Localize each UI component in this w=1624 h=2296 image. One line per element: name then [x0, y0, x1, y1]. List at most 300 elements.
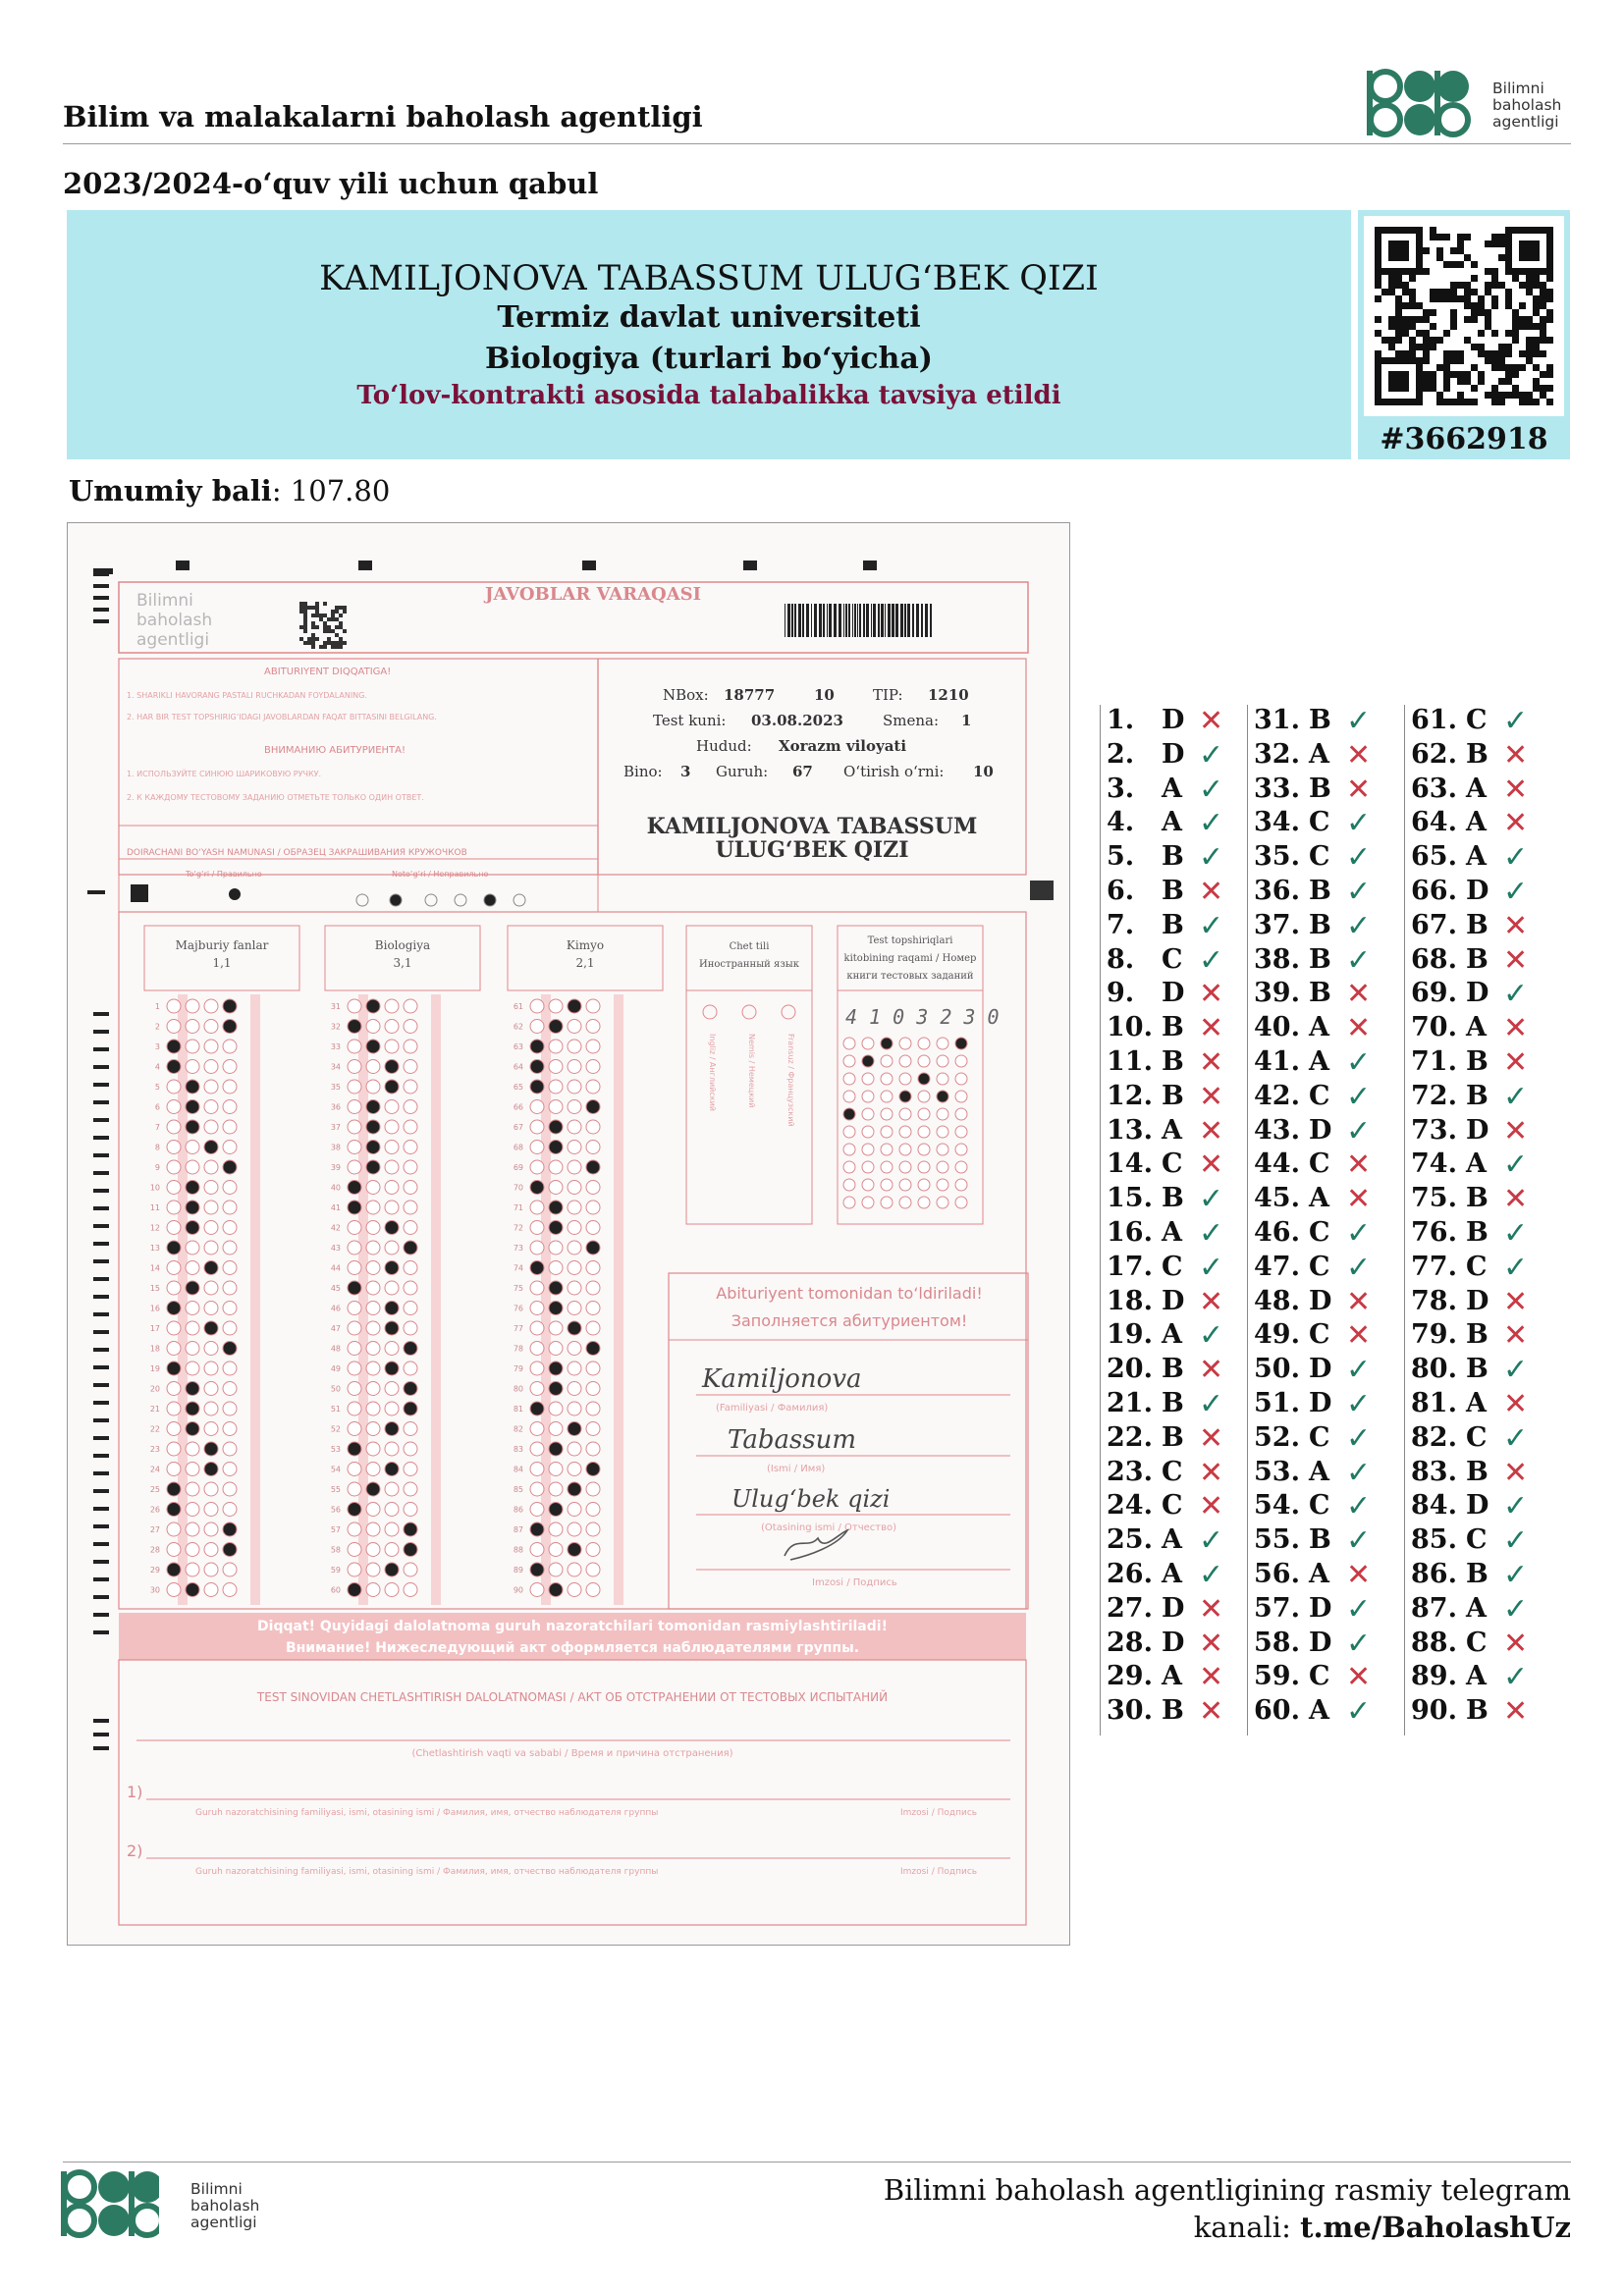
answer-row	[1107, 978, 1244, 1012]
check-icon: ✓	[1199, 1523, 1224, 1559]
sheet-controller-1: Guruh nazoratchisining familiyasi, ismi, otasining ismi / Фамилия, имя, отчество наблюдателя группы	[195, 1808, 659, 1818]
sheet-block5b: kitobining raqami / Номер	[843, 953, 977, 964]
answer-row	[1411, 1217, 1548, 1252]
answer-row	[1107, 1695, 1244, 1730]
sheet-block2: Biologiya	[374, 938, 431, 952]
svg-text:31: 31	[330, 1002, 341, 1011]
sheet-name-2: ULUG‘BEK QIZI	[715, 837, 909, 863]
answer-row	[1107, 1524, 1244, 1559]
answer-row	[1411, 1252, 1548, 1286]
svg-text:34: 34	[330, 1062, 341, 1072]
svg-text:45: 45	[330, 1284, 341, 1293]
svg-text:6: 6	[154, 1102, 160, 1112]
answer-letter: C	[1309, 1319, 1330, 1351]
answer-letter: B	[1309, 1524, 1331, 1556]
check-icon: ✓	[1503, 1353, 1529, 1388]
svg-text:58: 58	[330, 1545, 341, 1555]
answer-row	[1411, 1559, 1548, 1593]
answer-letter: C	[1309, 1661, 1330, 1692]
answer-row	[1411, 978, 1548, 1012]
sheet-filled-by-ru: Заполняется абитуриентом!	[731, 1311, 968, 1330]
sheet-nbox-label: NBox:	[663, 686, 709, 704]
candidate-name: KAMILJONOVA TABASSUM ULUG‘BEK QIZI	[319, 259, 1099, 298]
footer-logo-line-1: Bilimni	[190, 2180, 243, 2198]
answer-number: 5.	[1107, 841, 1135, 873]
svg-text:53: 53	[330, 1445, 341, 1454]
answer-letter: D	[1466, 1114, 1489, 1146]
sheet-logo-line-3: agentligi	[136, 630, 210, 650]
answer-letter: A	[1309, 1183, 1329, 1214]
answer-row	[1411, 944, 1548, 979]
svg-text:17: 17	[149, 1324, 160, 1333]
answer-letter: B	[1162, 909, 1184, 940]
sheet-rule-2: 2. HAR BIR TEST TOPSHIRIG‘IDAGI JAVOBLARDAN FAQAT BITTASINI BELGILANG.	[127, 713, 437, 721]
answer-number: 66.	[1411, 876, 1457, 906]
answer-number: 80.	[1411, 1354, 1457, 1385]
answer-row	[1107, 1559, 1244, 1593]
answer-number: 2.	[1107, 738, 1135, 770]
total-score-label: Umumiy bali	[69, 474, 272, 507]
svg-text:2: 2	[154, 1022, 160, 1032]
answer-number: 14.	[1107, 1148, 1153, 1180]
answer-number: 10.	[1107, 1012, 1153, 1043]
svg-text:60: 60	[330, 1585, 341, 1595]
logo-line-3: agentligi	[1492, 113, 1559, 131]
cross-icon: ✕	[1199, 1353, 1224, 1388]
sheet-testday-label: Test kuni:	[653, 712, 727, 729]
answer-number: 64.	[1411, 807, 1457, 838]
cross-icon: ✕	[1503, 806, 1529, 841]
cross-icon: ✕	[1199, 1660, 1224, 1695]
answer-number: 15.	[1107, 1183, 1153, 1214]
footer-channel-prefix: kanali:	[1193, 2211, 1301, 2244]
check-icon: ✓	[1346, 1523, 1372, 1559]
check-icon: ✓	[1199, 840, 1224, 876]
sheet-warning-2: Внимание! Нижеследующий акт оформляется наблюдателями группы.	[285, 1640, 860, 1656]
sheet-reason: (Chetlashtirish vaqti va sababi / Время и причина отстранения)	[411, 1748, 733, 1759]
sheet-hudud: Xorazm viloyati	[779, 737, 907, 755]
answer-row	[1254, 1115, 1391, 1149]
answer-letter: B	[1162, 876, 1184, 906]
answer-row	[1411, 1628, 1548, 1662]
sheet-tip-label: TIP:	[873, 686, 903, 704]
answer-letter: B	[1466, 1695, 1489, 1727]
check-icon: ✓	[1346, 1353, 1372, 1388]
answer-row	[1107, 1217, 1244, 1252]
answer-row	[1411, 1183, 1548, 1217]
cross-icon: ✕	[1346, 1182, 1372, 1217]
answer-letter: C	[1309, 1251, 1330, 1282]
answer-letter: D	[1466, 1285, 1489, 1316]
svg-text:85: 85	[513, 1485, 523, 1494]
answer-number: 62.	[1411, 738, 1457, 770]
check-icon: ✓	[1503, 875, 1529, 909]
answer-letter: A	[1466, 1148, 1487, 1180]
svg-text:79: 79	[513, 1364, 523, 1373]
svg-text:30: 30	[149, 1585, 160, 1595]
total-score	[69, 474, 390, 507]
answer-number: 26.	[1107, 1559, 1153, 1589]
answer-row	[1411, 705, 1548, 739]
cross-icon: ✕	[1503, 1045, 1529, 1080]
cross-icon: ✕	[1503, 1455, 1529, 1490]
svg-text:12: 12	[149, 1223, 160, 1233]
sheet-block4-ru: Иностранный язык	[698, 959, 800, 970]
cross-icon: ✕	[1199, 1045, 1224, 1080]
answer-number: 70.	[1411, 1012, 1457, 1043]
svg-text:76: 76	[513, 1304, 523, 1313]
answer-letter: B	[1309, 943, 1331, 975]
sheet-sign-2: Imzosi / Подпись	[900, 1867, 978, 1877]
answer-letter: A	[1466, 1012, 1487, 1043]
answer-number: 89.	[1411, 1661, 1457, 1692]
answer-letter: A	[1309, 1559, 1329, 1589]
answer-letter: B	[1162, 1183, 1184, 1214]
check-icon: ✓	[1346, 908, 1372, 943]
answer-letter: A	[1162, 1559, 1182, 1589]
answer-number: 19.	[1107, 1319, 1153, 1351]
answer-row	[1254, 1388, 1391, 1422]
answer-number: 8.	[1107, 943, 1135, 975]
svg-text:50: 50	[330, 1384, 341, 1394]
sheet-lang-2: Nemis / Немецкий	[747, 1034, 756, 1108]
answer-letter: D	[1162, 1592, 1185, 1624]
answer-row	[1411, 1422, 1548, 1457]
cross-icon: ✕	[1503, 1387, 1529, 1421]
answer-row	[1411, 1319, 1548, 1354]
svg-text:43: 43	[330, 1244, 341, 1253]
answer-row	[1254, 1286, 1391, 1320]
sheet-block1-code: 1,1	[212, 956, 232, 970]
svg-text:54: 54	[330, 1465, 341, 1474]
svg-text:23: 23	[149, 1445, 160, 1454]
cross-icon: ✕	[1346, 772, 1372, 807]
cross-icon: ✕	[1503, 772, 1529, 807]
footer-text: Bilimni baholash agentligining rasmiy telegram	[883, 2173, 1571, 2207]
cross-icon: ✕	[1199, 1420, 1224, 1456]
check-icon: ✓	[1346, 1626, 1372, 1661]
svg-text:77: 77	[513, 1324, 523, 1333]
check-icon: ✓	[1346, 1216, 1372, 1251]
answer-row	[1254, 876, 1391, 910]
svg-text:71: 71	[513, 1203, 523, 1212]
answer-letter: C	[1162, 1251, 1183, 1282]
answer-number: 63.	[1411, 773, 1457, 804]
check-icon: ✓	[1346, 1420, 1372, 1456]
answer-number: 12.	[1107, 1080, 1153, 1111]
answer-number: 78.	[1411, 1285, 1457, 1316]
sheet-block5c: книги тестовых заданий	[846, 971, 974, 982]
answer-letter: B	[1466, 1319, 1489, 1351]
svg-text:32: 32	[330, 1022, 341, 1032]
answer-number: 32.	[1254, 738, 1300, 770]
svg-text:83: 83	[513, 1445, 523, 1454]
cross-icon: ✕	[1199, 1694, 1224, 1730]
qr-panel	[1358, 210, 1570, 459]
check-icon: ✓	[1346, 1387, 1372, 1421]
cross-icon: ✕	[1503, 942, 1529, 978]
answer-number: 51.	[1254, 1388, 1300, 1418]
answer-row	[1411, 1695, 1548, 1730]
answer-row	[1107, 1490, 1244, 1524]
svg-text:61: 61	[513, 1002, 523, 1011]
sheet-correct-label: To‘g‘ri / Правильно	[186, 870, 262, 879]
answer-letter: D	[1162, 705, 1185, 735]
svg-text:68: 68	[513, 1143, 523, 1152]
answer-number: 43.	[1254, 1114, 1300, 1146]
answer-row	[1254, 1081, 1391, 1115]
answer-number: 48.	[1254, 1285, 1300, 1316]
cross-icon: ✕	[1199, 1626, 1224, 1661]
answer-number: 76.	[1411, 1217, 1457, 1248]
svg-text:52: 52	[330, 1424, 341, 1434]
answer-row	[1411, 1593, 1548, 1628]
qr-code-icon	[1364, 216, 1564, 416]
answer-number: 1.	[1107, 705, 1135, 735]
answer-number: 61.	[1411, 705, 1457, 735]
answer-row	[1411, 1012, 1548, 1046]
footer-logo-line-2: baholash	[190, 2197, 260, 2215]
answer-row	[1411, 1388, 1548, 1422]
svg-text:78: 78	[513, 1344, 523, 1354]
answer-sheet-scan	[67, 522, 1070, 1946]
answer-number: 67.	[1411, 909, 1457, 940]
answer-number: 38.	[1254, 943, 1300, 975]
answers-column	[1100, 705, 1248, 1735]
cross-icon: ✕	[1503, 737, 1529, 773]
answer-letter: C	[1309, 1217, 1330, 1248]
answer-letter: D	[1309, 1388, 1332, 1418]
svg-text:8: 8	[154, 1143, 160, 1152]
answer-letter: B	[1309, 876, 1331, 906]
svg-text:84: 84	[513, 1465, 523, 1474]
cross-icon: ✕	[1346, 1318, 1372, 1354]
answer-row	[1254, 1183, 1391, 1217]
answer-number: 77.	[1411, 1251, 1457, 1282]
answer-number: 75.	[1411, 1183, 1457, 1214]
answer-row	[1254, 1490, 1391, 1524]
answer-row	[1107, 1115, 1244, 1149]
cross-icon: ✕	[1199, 875, 1224, 909]
answer-row	[1107, 1081, 1244, 1115]
check-icon: ✓	[1503, 1148, 1529, 1183]
svg-text:22: 22	[149, 1424, 160, 1434]
check-icon: ✓	[1503, 1250, 1529, 1285]
check-icon: ✓	[1503, 1523, 1529, 1559]
answer-number: 33.	[1254, 773, 1300, 804]
answer-number: 44.	[1254, 1148, 1300, 1180]
answer-number: 24.	[1107, 1490, 1153, 1522]
check-icon: ✓	[1503, 1660, 1529, 1695]
answer-row	[1411, 807, 1548, 841]
answer-row	[1107, 739, 1244, 774]
svg-text:88: 88	[513, 1545, 523, 1555]
svg-text:37: 37	[330, 1123, 341, 1132]
check-icon: ✓	[1503, 1558, 1529, 1592]
answer-row	[1107, 1183, 1244, 1217]
answer-letter: B	[1466, 1217, 1489, 1248]
answer-row	[1254, 1661, 1391, 1695]
cross-icon: ✕	[1199, 1489, 1224, 1524]
svg-text:70: 70	[513, 1183, 523, 1193]
check-icon: ✓	[1346, 1079, 1372, 1114]
svg-text:26: 26	[149, 1505, 160, 1515]
answer-number: 68.	[1411, 943, 1457, 975]
answer-number: 46.	[1254, 1217, 1300, 1248]
answer-number: 65.	[1411, 841, 1457, 873]
sheet-seat-label: O‘tirish o‘rni:	[843, 763, 945, 780]
answer-letter: B	[1466, 1456, 1489, 1487]
answer-row	[1411, 1286, 1548, 1320]
answer-number: 4.	[1107, 807, 1135, 838]
answer-letter: A	[1466, 1388, 1487, 1418]
answer-row	[1411, 1524, 1548, 1559]
answer-letter: B	[1162, 1080, 1184, 1111]
sheet-signature-label: Imzosi / Подпись	[812, 1577, 897, 1588]
sheet-lang-3: Fransuz / Французский	[786, 1034, 795, 1127]
answer-letter: B	[1466, 1046, 1489, 1077]
sheet-patronymic-label: (Otasining ismi / Отчество)	[761, 1522, 897, 1533]
answer-number: 49.	[1254, 1319, 1300, 1351]
sheet-sample: DOIRACHANI BO‘YASH NAMUNASI / ОБРАЗЕЦ ЗАКРАШИВАНИЯ КРУЖОЧКОВ	[127, 848, 467, 858]
svg-text:51: 51	[330, 1405, 341, 1414]
answer-row	[1254, 1422, 1391, 1457]
svg-text:67: 67	[513, 1123, 523, 1132]
answer-number: 36.	[1254, 876, 1300, 906]
sheet-lang-1: Ingliz / Английский	[708, 1034, 717, 1111]
cross-icon: ✕	[1346, 977, 1372, 1012]
sheet-rule-2-ru: 2. К КАЖДОМУ ТЕСТОВОМУ ЗАДАНИЮ ОТМЕТЬТЕ ТОЛЬКО ОДИН ОТВЕТ.	[127, 793, 424, 802]
answer-number: 82.	[1411, 1421, 1457, 1453]
cross-icon: ✕	[1503, 1626, 1529, 1661]
sheet-hudud-label: Hudud:	[696, 737, 752, 755]
answer-row	[1254, 1695, 1391, 1730]
sheet-smena: 1	[961, 712, 972, 729]
answer-row	[1254, 807, 1391, 841]
answer-letter: C	[1162, 1490, 1183, 1522]
answer-number: 16.	[1107, 1217, 1153, 1248]
answer-row	[1254, 910, 1391, 944]
sheet-attention-ru: ВНИМАНИЮ АБИТУРИЕНТА!	[264, 745, 406, 756]
answer-letter: A	[1466, 1661, 1487, 1692]
answer-row	[1254, 1217, 1391, 1252]
answer-row	[1411, 1490, 1548, 1524]
cross-icon: ✕	[1503, 908, 1529, 943]
check-icon: ✓	[1346, 875, 1372, 909]
sheet-block2-code: 3,1	[393, 956, 412, 970]
recommendation-status: To‘lov-kontrakti asosida talabalikka tavsiya etildi	[356, 381, 1061, 410]
svg-text:39: 39	[330, 1163, 341, 1172]
answer-row	[1254, 774, 1391, 808]
answer-number: 42.	[1254, 1080, 1300, 1111]
answer-letter: D	[1466, 1490, 1489, 1522]
answer-number: 25.	[1107, 1524, 1153, 1556]
sheet-seat: 10	[973, 763, 994, 780]
answer-letter: C	[1162, 943, 1183, 975]
answer-number: 57.	[1254, 1592, 1300, 1624]
svg-text:19: 19	[149, 1364, 160, 1373]
sheet-logo-line-2: baholash	[136, 611, 213, 630]
answer-letter: D	[1309, 1114, 1332, 1146]
answer-number: 45.	[1254, 1183, 1300, 1214]
answer-row	[1107, 1252, 1244, 1286]
answer-number: 37.	[1254, 909, 1300, 940]
check-icon: ✓	[1346, 1591, 1372, 1627]
svg-text:57: 57	[330, 1525, 341, 1534]
answer-number: 87.	[1411, 1592, 1457, 1624]
answer-letter: A	[1466, 1592, 1487, 1624]
svg-text:48: 48	[330, 1344, 341, 1354]
answer-number: 88.	[1411, 1627, 1457, 1658]
svg-text:3: 3	[154, 1042, 160, 1051]
answer-row	[1411, 774, 1548, 808]
answer-letter: D	[1466, 978, 1489, 1009]
answer-letter: B	[1162, 1388, 1184, 1418]
candidate-banner	[67, 210, 1351, 459]
svg-text:64: 64	[513, 1062, 523, 1072]
answer-row	[1107, 807, 1244, 841]
answer-row	[1254, 1046, 1391, 1081]
sheet-book-number: 4 1 0 3 2 3 0	[845, 1005, 1000, 1029]
check-icon: ✓	[1346, 806, 1372, 841]
sheet-guruh: 67	[792, 763, 813, 780]
answer-number: 34.	[1254, 807, 1300, 838]
answer-number: 7.	[1107, 909, 1135, 940]
svg-text:27: 27	[149, 1525, 160, 1534]
cross-icon: ✕	[1346, 1011, 1372, 1046]
answer-row	[1254, 1252, 1391, 1286]
answer-row	[1254, 1354, 1391, 1388]
answer-letter: C	[1466, 1421, 1488, 1453]
sheet-n2: 2)	[127, 1842, 143, 1860]
check-icon: ✓	[1199, 1250, 1224, 1285]
answer-letter: B	[1309, 978, 1331, 1009]
svg-text:13: 13	[149, 1244, 160, 1253]
svg-text:47: 47	[330, 1324, 341, 1333]
cross-icon: ✕	[1199, 977, 1224, 1012]
cross-icon: ✕	[1199, 1455, 1224, 1490]
telegram-link[interactable]: t.me/BaholashUz	[1300, 2211, 1571, 2244]
cross-icon: ✕	[1503, 1182, 1529, 1217]
subject-name: Biologiya (turlari bo‘yicha)	[485, 342, 933, 376]
svg-text:25: 25	[149, 1485, 160, 1494]
answer-row	[1254, 739, 1391, 774]
check-icon: ✓	[1503, 1216, 1529, 1251]
cross-icon: ✕	[1199, 1113, 1224, 1148]
answer-number: 79.	[1411, 1319, 1457, 1351]
answer-number: 22.	[1107, 1421, 1153, 1453]
logo-line-1: Bilimni	[1492, 80, 1544, 97]
answer-letter: D	[1162, 738, 1185, 770]
svg-text:72: 72	[513, 1223, 523, 1233]
answer-letter: C	[1309, 1421, 1330, 1453]
answer-letter: A	[1466, 773, 1487, 804]
svg-text:14: 14	[149, 1263, 160, 1273]
svg-text:15: 15	[149, 1284, 160, 1293]
answer-number: 69.	[1411, 978, 1457, 1009]
svg-text:65: 65	[513, 1083, 523, 1092]
answer-number: 73.	[1411, 1114, 1457, 1146]
answer-row	[1107, 774, 1244, 808]
svg-text:44: 44	[330, 1263, 341, 1273]
university-name: Termiz davlat universiteti	[497, 300, 921, 335]
answer-row	[1254, 1457, 1391, 1491]
cross-icon: ✕	[1346, 1284, 1372, 1319]
logo-line-2: baholash	[1492, 96, 1562, 114]
answer-row	[1254, 978, 1391, 1012]
footer-logo-mark-icon	[61, 2167, 159, 2242]
answer-number: 18.	[1107, 1285, 1153, 1316]
